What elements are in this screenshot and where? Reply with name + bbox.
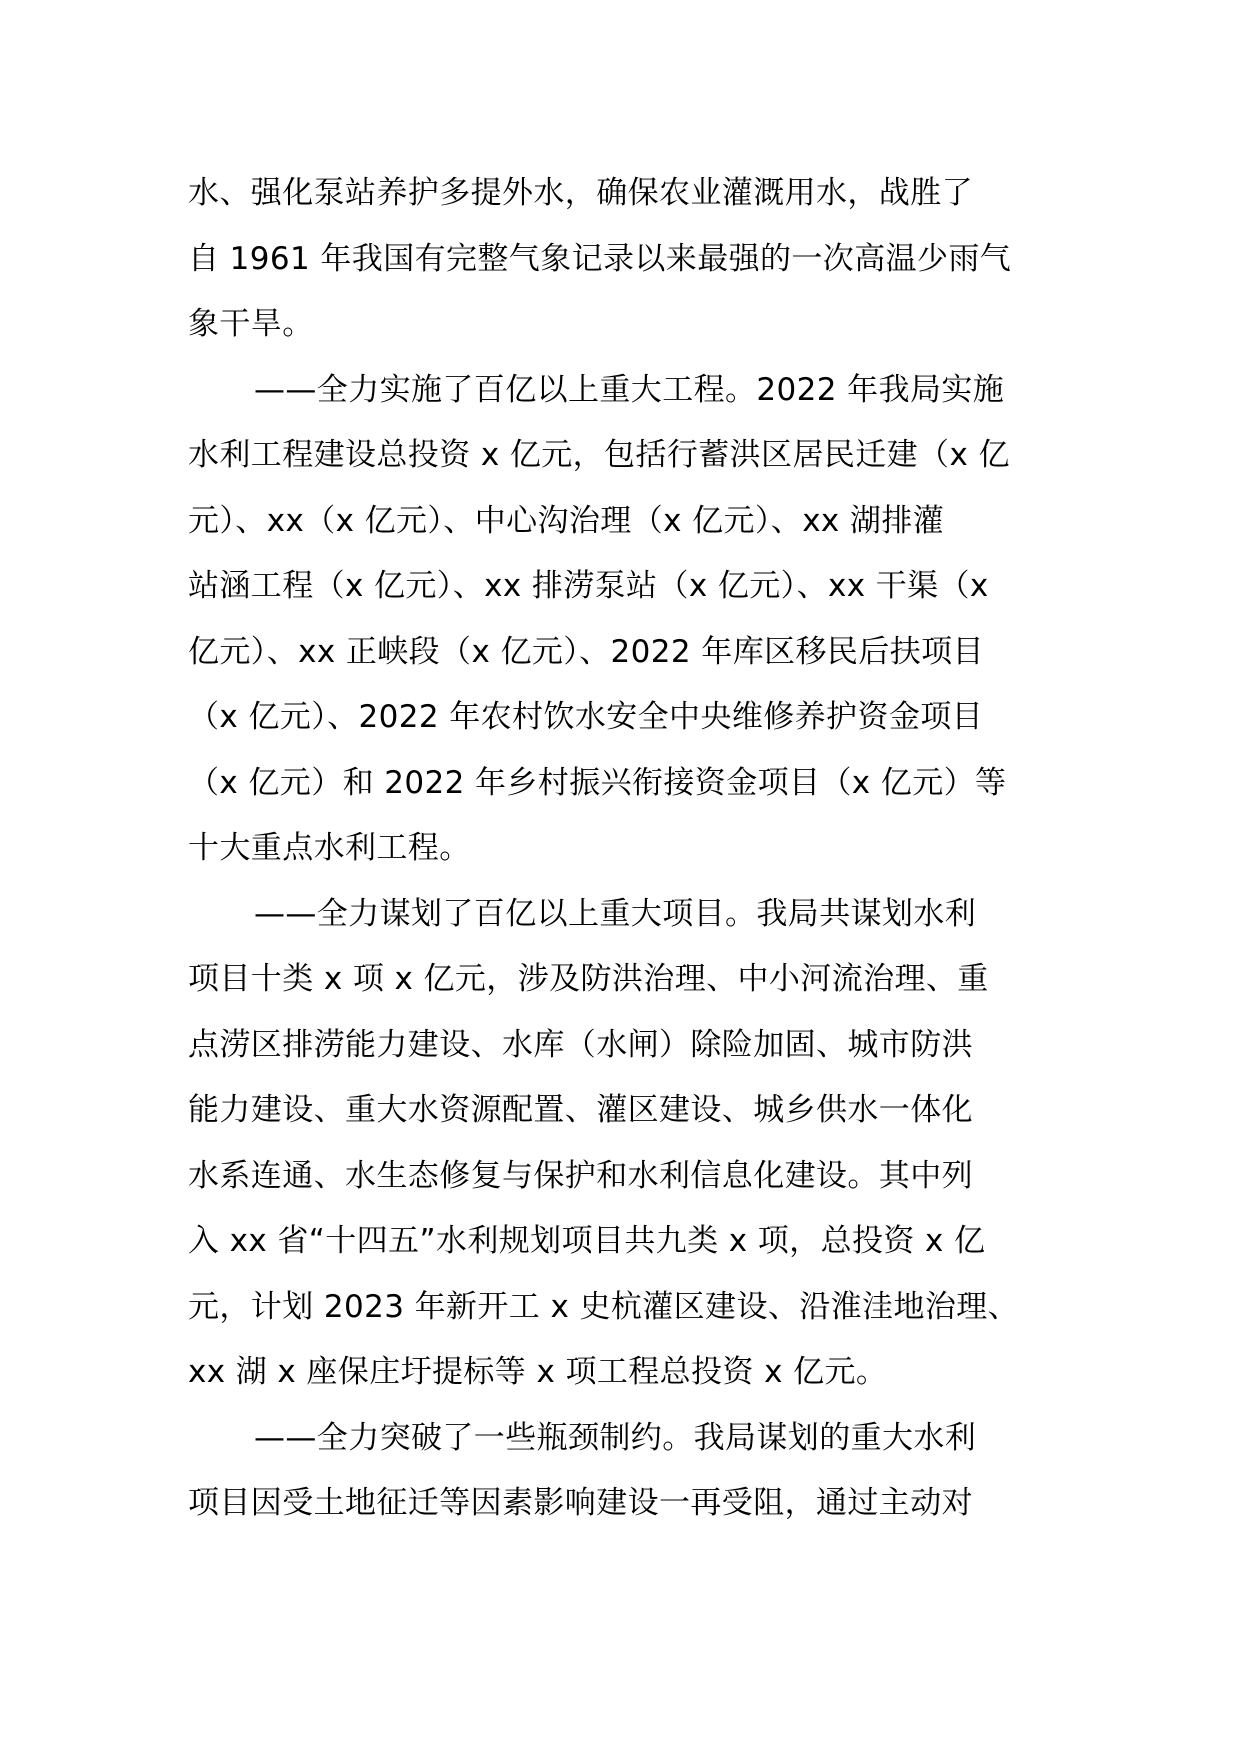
- paragraph-line: 站涵工程（x 亿元）、xx 排涝泵站（x 亿元）、xx 干渠（x: [188, 568, 989, 604]
- paragraph-line: 能力建设、重大水资源配置、灌区建设、城乡供水一体化: [188, 1092, 973, 1128]
- paragraph-line: 入 xx 省“十四五”水利规划项目共九类 x 项，总投资 x 亿: [188, 1223, 986, 1259]
- paragraph-line: 点涝区排涝能力建设、水库（水闸）除险加固、城市防洪: [188, 1026, 973, 1063]
- paragraph-line: 水系连通、水生态修复与保护和水利信息化建设。其中列: [188, 1157, 973, 1194]
- paragraph-line: 亿元）、xx 正峡段（x 亿元）、2022 年库区移民后扶项目: [188, 633, 984, 670]
- paragraph-line: 项目因受土地征迁等因素影响建设一再受阻，通过主动对: [188, 1485, 973, 1521]
- paragraph-line: 元）、xx（x 亿元）、中心沟治理（x 亿元）、xx 湖排灌: [188, 502, 945, 539]
- paragraph-line: 元，计划 2023 年新开工 x 史杭灌区建设、沿淮洼地治理、: [188, 1288, 1020, 1325]
- paragraph-line: 水、强化泵站养护多提外水，确保农业灌溉用水，战胜了: [188, 175, 973, 211]
- paragraph-line: 十大重点水利工程。: [188, 830, 471, 866]
- document-body: [188, 161, 1058, 1537]
- paragraph-line: （x 亿元）和 2022 年乡村振兴衔接资金项目（x 亿元）等: [188, 764, 1007, 801]
- paragraph-line: 自 1961 年我国有完整气象记录以来最强的一次高温少雨气: [188, 240, 1012, 277]
- paragraph-line: 水利工程建设总投资 x 亿元，包括行蓄洪区居民迁建（x 亿: [188, 437, 1010, 473]
- paragraph-line: 项目十类 x 项 x 亿元，涉及防洪治理、中小河流治理、重: [188, 961, 989, 997]
- paragraph-line: xx 湖 x 座保庄圩提标等 x 项工程总投资 x 亿元。: [188, 1354, 888, 1390]
- paragraph-line: （x 亿元）、2022 年农村饮水安全中央维修养护资金项目: [188, 699, 984, 735]
- paragraph-line: ——全力突破了一些瓶颈制约。我局谋划的重大水利: [254, 1419, 977, 1456]
- paragraph-line: ——全力实施了百亿以上重大工程。2022 年我局实施: [254, 371, 1005, 408]
- paragraph-line: ——全力谋划了百亿以上重大项目。我局共谋划水利: [254, 895, 977, 932]
- paragraph-line: 象干旱。: [188, 306, 314, 342]
